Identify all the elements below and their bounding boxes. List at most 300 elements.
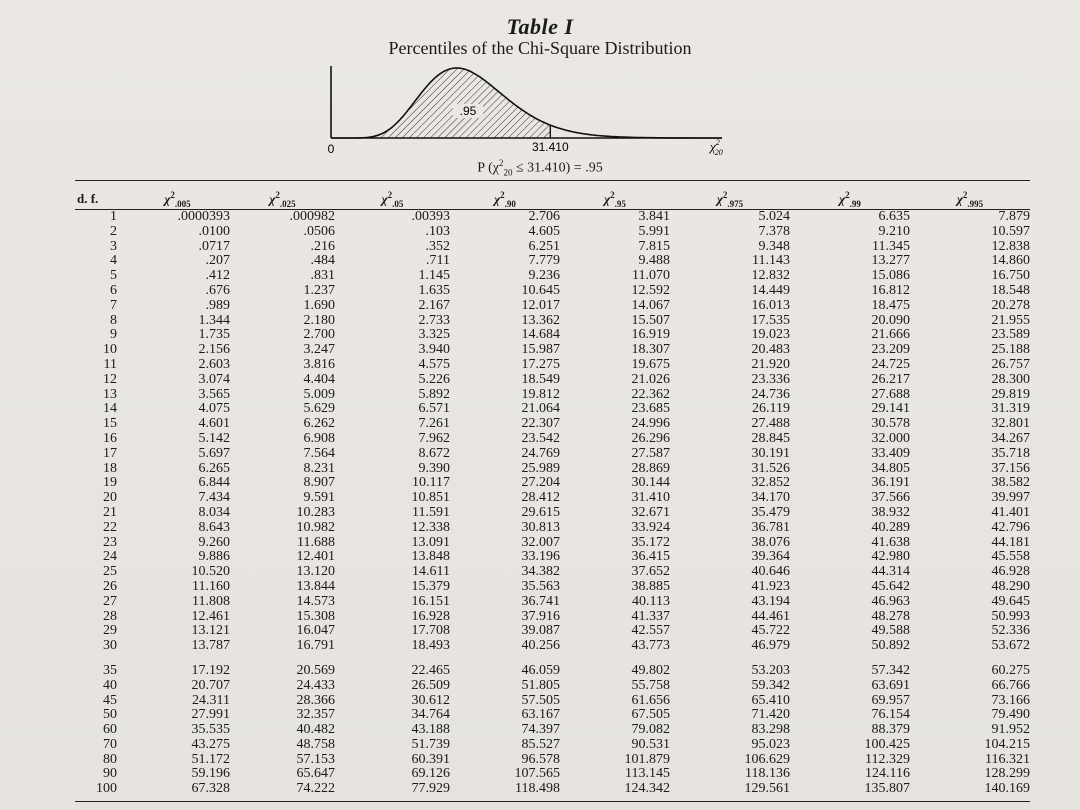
value-cell: 28.366 (296, 692, 335, 708)
value-cell: 1.635 (418, 282, 450, 298)
value-cell: 7.962 (418, 430, 450, 446)
value-cell: 21.666 (871, 327, 910, 343)
table-header-row (75, 188, 1030, 210)
value-cell: 12.017 (521, 297, 560, 313)
value-cell: 24.311 (192, 692, 230, 708)
value-cell: 10.117 (412, 475, 450, 491)
value-cell: 16.919 (631, 327, 670, 343)
value-cell: 16.013 (751, 297, 790, 313)
value-cell: 9.348 (758, 238, 790, 254)
value-cell: 13.091 (411, 534, 450, 550)
value-cell: 26.119 (752, 401, 790, 417)
column-header-p95: $\chi^2_{.95}$ (604, 189, 626, 209)
value-cell: 5.226 (418, 371, 450, 387)
value-cell: 73.166 (991, 692, 1030, 708)
value-cell: 40.289 (871, 519, 910, 535)
value-cell: 44.181 (991, 534, 1030, 550)
value-cell: 45.722 (751, 623, 790, 639)
table-row (75, 694, 1030, 709)
value-cell: 24.433 (296, 677, 335, 693)
table-row (75, 462, 1030, 477)
value-cell: 21.026 (631, 371, 670, 387)
value-cell: 38.582 (991, 475, 1030, 491)
value-cell: 1.735 (198, 327, 230, 343)
value-cell: 9.488 (638, 253, 670, 269)
table-row (75, 240, 1030, 255)
value-cell: 37.652 (631, 564, 670, 580)
value-cell: 124.116 (865, 766, 910, 782)
value-cell: 13.848 (411, 549, 450, 565)
df-cell: 22 (103, 519, 117, 535)
value-cell: 46.059 (521, 662, 560, 678)
value-cell: 32.007 (521, 534, 560, 550)
value-cell: 55.758 (631, 677, 670, 693)
df-cell: 26 (103, 578, 117, 594)
value-cell: 49.588 (871, 623, 910, 639)
value-cell: 24.996 (631, 416, 670, 432)
value-cell: 36.191 (871, 475, 910, 491)
value-cell: 14.573 (296, 593, 335, 609)
value-cell: 3.816 (303, 356, 335, 372)
value-cell: 17.708 (411, 623, 450, 639)
value-cell: 35.172 (631, 534, 670, 550)
value-cell: 14.067 (631, 297, 670, 313)
df-cell: 15 (103, 416, 117, 432)
df-cell: 4 (110, 253, 117, 269)
value-cell: 18.548 (991, 282, 1030, 298)
value-cell: 43.194 (751, 593, 790, 609)
df-cell: 27 (103, 593, 117, 609)
value-cell: 38.076 (751, 534, 790, 550)
value-cell: 3.940 (418, 342, 450, 358)
value-cell: 140.169 (984, 781, 1030, 797)
value-cell: 24.725 (871, 356, 910, 372)
value-cell: 34.267 (991, 430, 1030, 446)
value-cell: 9.390 (418, 460, 450, 476)
value-cell: 36.415 (631, 549, 670, 565)
value-cell: 71.420 (751, 707, 790, 723)
value-cell: 32.852 (751, 475, 790, 491)
value-cell: 13.844 (296, 578, 335, 594)
value-cell: 48.758 (296, 736, 335, 752)
value-cell: 11.143 (752, 253, 790, 269)
value-cell: 7.378 (758, 223, 790, 239)
df-cell: 12 (103, 371, 117, 387)
value-cell: 106.629 (744, 751, 790, 767)
df-cell: 16 (103, 430, 117, 446)
value-cell: 22.465 (411, 662, 450, 678)
value-cell: .989 (205, 297, 230, 313)
value-cell: 21.064 (521, 401, 560, 417)
value-cell: 23.589 (991, 327, 1030, 343)
value-cell: 20.483 (751, 342, 790, 358)
value-cell: 7.434 (198, 490, 230, 506)
table-row (75, 679, 1030, 694)
value-cell: 12.592 (631, 282, 670, 298)
value-cell: 51.805 (521, 677, 560, 693)
value-cell: 17.535 (751, 312, 790, 328)
value-cell: .207 (205, 253, 230, 269)
value-cell: 23.209 (871, 342, 910, 358)
table-row (75, 565, 1030, 580)
value-cell: 24.736 (751, 386, 790, 402)
df-cell: 2 (110, 223, 117, 239)
value-cell: 43.275 (191, 736, 230, 752)
value-cell: 9.236 (528, 268, 560, 284)
x-axis-symbol: $\chi^2$ 20 (710, 138, 723, 157)
table-row (75, 269, 1030, 284)
value-cell: .103 (425, 223, 450, 239)
df-cell: 50 (103, 707, 117, 723)
value-cell: 2.156 (198, 342, 230, 358)
table-row (75, 225, 1030, 240)
value-cell: 1.690 (303, 297, 335, 313)
value-cell: 20.707 (191, 677, 230, 693)
value-cell: 5.142 (198, 430, 230, 446)
value-cell: 27.204 (521, 475, 560, 491)
value-cell: 101.879 (624, 751, 670, 767)
value-cell: 32.671 (631, 504, 670, 520)
value-cell: .484 (310, 253, 335, 269)
table-row (75, 664, 1030, 679)
value-cell: 8.231 (303, 460, 335, 476)
df-cell: 3 (110, 238, 117, 254)
value-cell: 74.222 (296, 781, 335, 797)
value-cell: 33.409 (871, 445, 910, 461)
value-cell: 18.493 (411, 638, 450, 654)
value-cell: 12.401 (296, 549, 335, 565)
value-cell: .000982 (289, 209, 335, 224)
value-cell: 4.075 (198, 401, 230, 417)
df-cell: 28 (103, 608, 117, 624)
value-cell: 8.907 (303, 475, 335, 491)
value-cell: 5.629 (303, 401, 335, 417)
table-row (75, 580, 1030, 595)
value-cell: 37.156 (991, 460, 1030, 476)
value-cell: 85.527 (521, 736, 560, 752)
value-cell: 57.505 (521, 692, 560, 708)
value-cell: 11.808 (192, 593, 230, 609)
value-cell: 36.781 (751, 519, 790, 535)
value-cell: 57.342 (871, 662, 910, 678)
value-cell: 129.561 (744, 781, 790, 797)
value-cell: 45.642 (871, 578, 910, 594)
df-cell: 23 (103, 534, 117, 550)
value-cell: 41.401 (991, 504, 1030, 520)
value-cell: 74.397 (521, 722, 560, 738)
value-cell: 13.120 (296, 564, 335, 580)
value-cell: 13.362 (521, 312, 560, 328)
table-row (75, 210, 1030, 225)
table-row (75, 506, 1030, 521)
value-cell: 3.565 (198, 386, 230, 402)
value-cell: 11.070 (632, 268, 670, 284)
value-cell: 6.908 (303, 430, 335, 446)
value-cell: 49.645 (991, 593, 1030, 609)
df-cell: 35 (103, 662, 117, 678)
value-cell: 59.196 (191, 766, 230, 782)
table-row (75, 299, 1030, 314)
value-cell: .00393 (411, 209, 450, 224)
value-cell: 40.256 (521, 638, 560, 654)
value-cell: 20.278 (991, 297, 1030, 313)
value-cell: 26.217 (871, 371, 910, 387)
table-title: Table I (506, 14, 574, 39)
value-cell: 18.307 (631, 342, 670, 358)
value-cell: 6.844 (198, 475, 230, 491)
value-cell: 32.357 (296, 707, 335, 723)
df-cell: 18 (103, 460, 117, 476)
value-cell: 2.733 (418, 312, 450, 328)
value-cell: 9.591 (303, 490, 335, 506)
table-subtitle: Percentiles of the Chi-Square Distribution (388, 38, 692, 58)
value-cell: 8.643 (198, 519, 230, 535)
value-cell: 76.154 (871, 707, 910, 723)
value-cell: 46.963 (871, 593, 910, 609)
df-cell: 20 (103, 490, 117, 506)
value-cell: 31.319 (991, 401, 1030, 417)
value-cell: 3.247 (303, 342, 335, 358)
value-cell: 15.987 (521, 342, 560, 358)
value-cell: 50.993 (991, 608, 1030, 624)
value-cell: 83.298 (751, 722, 790, 738)
value-cell: 40.113 (632, 593, 670, 609)
table-row (75, 738, 1030, 753)
df-cell: 6 (110, 282, 117, 298)
value-cell: 88.379 (871, 722, 910, 738)
table-row (75, 595, 1030, 610)
table-row (75, 708, 1030, 723)
value-cell: 28.845 (751, 430, 790, 446)
shaded-area-label: .95 (459, 104, 477, 118)
value-cell: 104.215 (984, 736, 1030, 752)
value-cell: 79.082 (631, 722, 670, 738)
value-cell: 112.329 (865, 751, 910, 767)
df-cell: 24 (103, 549, 117, 565)
value-cell: 51.739 (411, 736, 450, 752)
table-row (75, 782, 1030, 797)
value-cell: 34.170 (751, 490, 790, 506)
value-cell: 107.565 (514, 766, 560, 782)
value-cell: 40.482 (296, 722, 335, 738)
value-cell: 1.237 (303, 282, 335, 298)
table-row (75, 373, 1030, 388)
table-row (75, 767, 1030, 782)
column-header-p975: $\chi^2_{.975}$ (716, 189, 744, 209)
df-cell: 100 (96, 781, 117, 797)
df-cell: 7 (110, 297, 117, 313)
chi-square-table (75, 188, 1030, 797)
value-cell: 19.675 (631, 356, 670, 372)
value-cell: 5.697 (198, 445, 230, 461)
value-cell: 25.188 (991, 342, 1030, 358)
value-cell: 12.832 (751, 268, 790, 284)
value-cell: 29.141 (871, 401, 910, 417)
value-cell: 1.344 (198, 312, 230, 328)
value-cell: 33.924 (631, 519, 670, 535)
value-cell: 10.520 (191, 564, 230, 580)
table-row (75, 402, 1030, 417)
value-cell: 11.688 (297, 534, 335, 550)
value-cell: 95.023 (751, 736, 790, 752)
value-cell: 3.841 (638, 209, 670, 224)
df-cell: 80 (103, 751, 117, 767)
df-cell: 29 (103, 623, 117, 639)
column-header-p005: $\chi^2_{.005}$ (164, 189, 191, 209)
value-cell: 11.591 (412, 504, 450, 520)
value-cell: 21.920 (751, 356, 790, 372)
value-cell: 14.684 (521, 327, 560, 343)
value-cell: 90.531 (631, 736, 670, 752)
value-cell: 6.635 (878, 209, 910, 224)
value-cell: 6.571 (418, 401, 450, 417)
value-cell: 5.892 (418, 386, 450, 402)
column-header-p995: $\chi^2_{.995}$ (956, 189, 984, 209)
column-header-p90: $\chi^2_{.90}$ (494, 189, 516, 209)
value-cell: 34.805 (871, 460, 910, 476)
value-cell: 69.126 (411, 766, 450, 782)
value-cell: 9.886 (198, 549, 230, 565)
df-cell: 90 (103, 766, 117, 782)
value-cell: 39.364 (751, 549, 790, 565)
value-cell: 7.879 (998, 209, 1030, 224)
value-cell: 25.989 (521, 460, 560, 476)
value-cell: 128.299 (984, 766, 1030, 782)
value-cell: 35.718 (991, 445, 1030, 461)
value-cell: 27.688 (871, 386, 910, 402)
value-cell: 13.787 (191, 638, 230, 654)
value-cell: 28.412 (521, 490, 560, 506)
value-cell: 48.278 (871, 608, 910, 624)
df-cell: 30 (103, 638, 117, 654)
value-cell: 118.136 (745, 766, 790, 782)
value-cell: 15.308 (296, 608, 335, 624)
value-cell: 42.796 (991, 519, 1030, 535)
value-cell: 19.023 (751, 327, 790, 343)
value-cell: 40.646 (751, 564, 790, 580)
value-cell: 61.656 (631, 692, 670, 708)
value-cell: 16.812 (871, 282, 910, 298)
value-cell: 16.750 (991, 268, 1030, 284)
value-cell: 79.490 (991, 707, 1030, 723)
value-cell: 34.382 (521, 564, 560, 580)
value-cell: 39.087 (521, 623, 560, 639)
value-cell: 9.260 (198, 534, 230, 550)
value-cell: 12.461 (191, 608, 230, 624)
value-cell: .412 (205, 268, 230, 284)
probability-statement: P $(\chi^2_{20} \le 31.410) = .95$ (477, 158, 603, 178)
df-cell: 60 (103, 722, 117, 738)
value-cell: 77.929 (411, 781, 450, 797)
table-row (75, 284, 1030, 299)
table-row (75, 624, 1030, 639)
value-cell: 42.980 (871, 549, 910, 565)
value-cell: 63.167 (521, 707, 560, 723)
value-cell: 31.526 (751, 460, 790, 476)
value-cell: 65.647 (296, 766, 335, 782)
value-cell: 46.928 (991, 564, 1030, 580)
value-cell: 33.196 (521, 549, 560, 565)
table-row (75, 723, 1030, 738)
value-cell: 63.691 (871, 677, 910, 693)
value-cell: 32.000 (871, 430, 910, 446)
value-cell: 26.757 (991, 356, 1030, 372)
table-row (75, 417, 1030, 432)
value-cell: 22.307 (521, 416, 560, 432)
value-cell: 10.851 (411, 490, 450, 506)
value-cell: 37.566 (871, 490, 910, 506)
value-cell: 2.603 (198, 356, 230, 372)
value-cell: 38.885 (631, 578, 670, 594)
value-cell: 35.535 (191, 722, 230, 738)
value-cell: .0000393 (177, 209, 230, 224)
value-cell: 2.180 (303, 312, 335, 328)
table-row (75, 521, 1030, 536)
value-cell: 38.932 (871, 504, 910, 520)
value-cell: .831 (310, 268, 335, 284)
value-cell: 48.290 (991, 578, 1030, 594)
value-cell: 7.261 (418, 416, 450, 432)
value-cell: 43.773 (631, 638, 670, 654)
value-cell: 13.121 (191, 623, 230, 639)
value-cell: .0717 (198, 238, 230, 254)
value-cell: 14.611 (412, 564, 450, 580)
value-cell: 44.314 (871, 564, 910, 580)
value-cell: 30.191 (751, 445, 790, 461)
value-cell: 21.955 (991, 312, 1030, 328)
value-cell: 29.615 (521, 504, 560, 520)
value-cell: .216 (310, 238, 335, 254)
value-cell: 18.549 (521, 371, 560, 387)
value-cell: 116.321 (985, 751, 1030, 767)
value-cell: 29.819 (991, 386, 1030, 402)
value-cell: 39.997 (991, 490, 1030, 506)
value-cell: 10.645 (521, 282, 560, 298)
table-body (75, 210, 1030, 797)
table-row (75, 610, 1030, 625)
value-cell: 44.461 (751, 608, 790, 624)
value-cell: .352 (425, 238, 450, 254)
value-cell: 49.802 (631, 662, 670, 678)
value-cell: 37.916 (521, 608, 560, 624)
value-cell: 6.262 (303, 416, 335, 432)
table-row (75, 328, 1030, 343)
value-cell: 50.892 (871, 638, 910, 654)
df-cell: 1 (110, 209, 117, 224)
value-cell: 14.860 (991, 253, 1030, 269)
value-cell: 27.488 (751, 416, 790, 432)
value-cell: 67.505 (631, 707, 670, 723)
shaded-area-095 (331, 68, 550, 138)
value-cell: 30.144 (631, 475, 670, 491)
value-cell: 51.172 (191, 751, 230, 767)
value-cell: 6.251 (528, 238, 560, 254)
value-cell: 45.558 (991, 549, 1030, 565)
column-header-p025: $\chi^2_{.025}$ (269, 189, 296, 209)
value-cell: 118.498 (515, 781, 560, 797)
value-cell: 4.605 (528, 223, 560, 239)
value-cell: 16.047 (296, 623, 335, 639)
value-cell: 53.203 (751, 662, 790, 678)
value-cell: 60.275 (991, 662, 1030, 678)
table-row (75, 639, 1030, 654)
value-cell: 10.597 (991, 223, 1030, 239)
value-cell: 11.160 (192, 578, 230, 594)
table-row (75, 447, 1030, 462)
value-cell: 2.167 (418, 297, 450, 313)
value-cell: 4.575 (418, 356, 450, 372)
value-cell: 60.391 (411, 751, 450, 767)
